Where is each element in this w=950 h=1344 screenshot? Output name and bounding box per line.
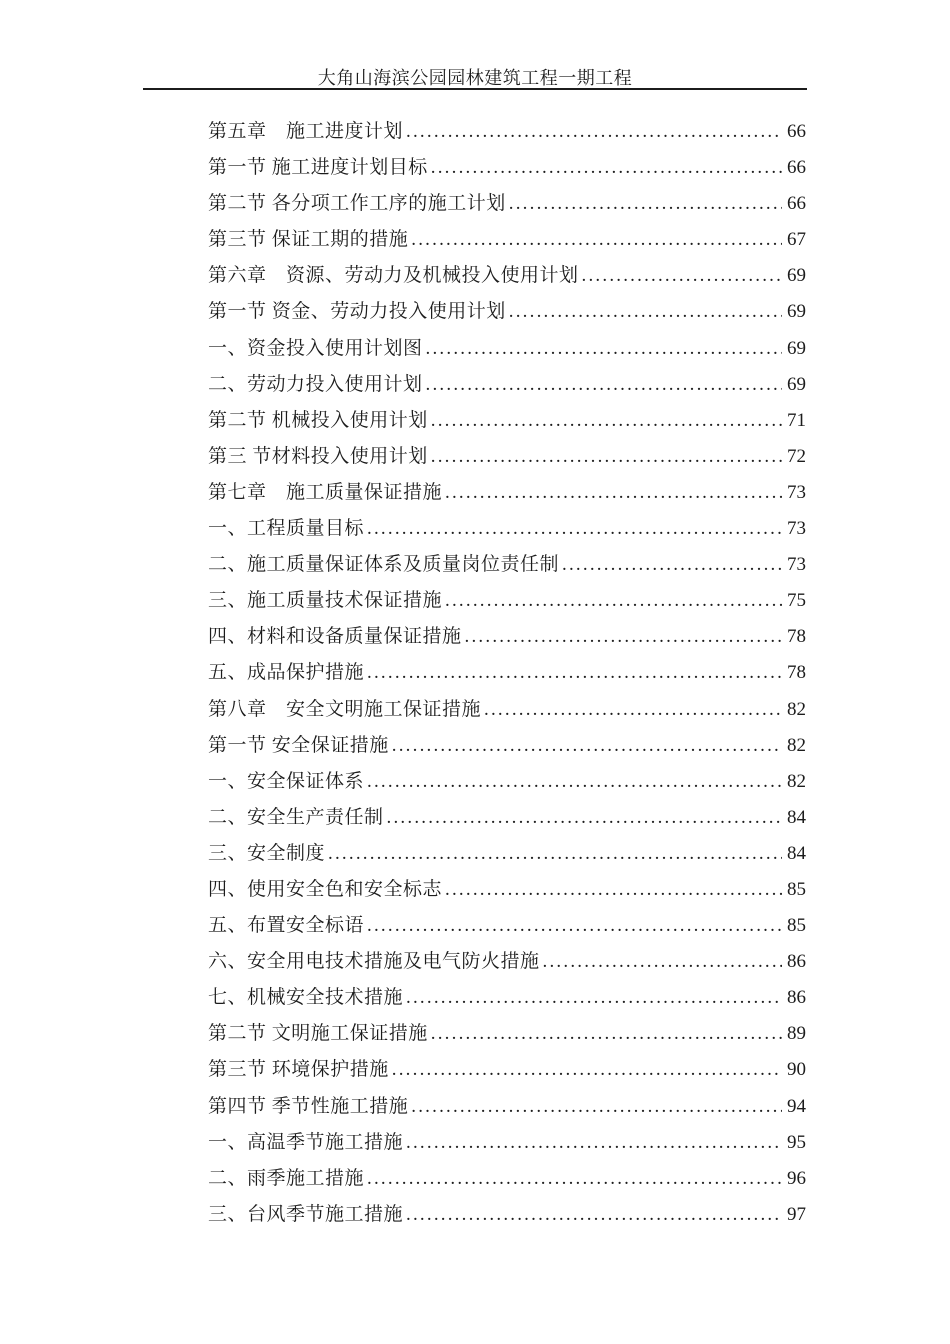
toc-entry-page: 69 [787, 373, 806, 395]
toc-entry-label: 一、资金投入使用计划图 [208, 337, 423, 359]
toc-leader-dots [465, 619, 782, 655]
toc-entry-page: 89 [787, 1023, 806, 1045]
toc-entry-label: 一、安全保证体系 [208, 770, 365, 792]
toc-leader-dots [426, 367, 782, 403]
toc-entry[interactable] [208, 836, 806, 872]
toc-entry-page: 69 [787, 337, 806, 359]
toc-entry-page: 66 [787, 193, 806, 215]
toc-entry-page: 97 [787, 1203, 806, 1225]
toc-entry[interactable] [208, 367, 806, 403]
toc-entry-page: 69 [787, 301, 806, 323]
toc-entry[interactable] [208, 583, 806, 619]
toc-leader-dots [406, 1197, 782, 1233]
toc-entry[interactable] [208, 222, 806, 258]
toc-leader-dots [431, 1016, 782, 1052]
toc-entry-label: 七、机械安全技术措施 [208, 987, 404, 1009]
toc-leader-dots [406, 114, 782, 150]
toc-leader-dots [367, 1161, 782, 1197]
toc-entry[interactable] [208, 872, 806, 908]
toc-entry-page: 67 [787, 229, 806, 251]
toc-entry-label: 第二节 各分项工作工序的施工计划 [208, 193, 506, 215]
toc-leader-dots [328, 836, 782, 872]
toc-entry-label: 五、布置安全标语 [208, 915, 365, 937]
toc-leader-dots [445, 872, 782, 908]
toc-entry-page: 66 [787, 157, 806, 179]
toc-entry[interactable] [208, 547, 806, 583]
toc-entry[interactable] [208, 1125, 806, 1161]
toc-entry-page: 86 [787, 951, 806, 973]
toc-entry-page: 73 [787, 554, 806, 576]
toc-entry[interactable] [208, 294, 806, 330]
toc-entry-label: 第三 节材料投入使用计划 [208, 445, 428, 467]
toc-entry-page: 78 [787, 626, 806, 648]
toc-entry-label: 二、施工质量保证体系及质量岗位责任制 [208, 554, 560, 576]
toc-entry-label: 三、台风季节施工措施 [208, 1203, 404, 1225]
toc-entry-page: 84 [787, 842, 806, 864]
toc-leader-dots [367, 908, 782, 944]
toc-entry-label: 第二节 机械投入使用计划 [208, 409, 428, 431]
toc-leader-dots [367, 511, 782, 547]
toc-entry[interactable] [208, 1197, 806, 1233]
toc-entry[interactable] [208, 655, 806, 691]
toc-leader-dots [426, 331, 782, 367]
toc-entry-label: 二、安全生产责任制 [208, 806, 384, 828]
toc-leader-dots [562, 547, 782, 583]
toc-entry[interactable] [208, 1089, 806, 1125]
toc-entry[interactable] [208, 114, 806, 150]
toc-entry-label: 四、使用安全色和安全标志 [208, 878, 443, 900]
toc-leader-dots [392, 728, 782, 764]
toc-entry-label: 第七章 施工质量保证措施 [208, 481, 443, 503]
toc-entry-label: 一、高温季节施工措施 [208, 1131, 404, 1153]
toc-entry-label: 第二节 文明施工保证措施 [208, 1023, 428, 1045]
toc-entry[interactable] [208, 692, 806, 728]
toc-leader-dots [387, 800, 782, 836]
toc-entry-page: 86 [787, 987, 806, 1009]
toc-leader-dots [543, 944, 782, 980]
toc-leader-dots [509, 294, 782, 330]
toc-entry-page: 73 [787, 481, 806, 503]
toc-entry-page: 94 [787, 1095, 806, 1117]
toc-leader-dots [431, 403, 782, 439]
toc-leader-dots [367, 655, 782, 691]
toc-entry-page: 85 [787, 915, 806, 937]
toc-leader-dots [445, 583, 782, 619]
toc-entry[interactable] [208, 331, 806, 367]
toc-entry-page: 82 [787, 734, 806, 756]
toc-entry[interactable] [208, 511, 806, 547]
toc-entry[interactable] [208, 150, 806, 186]
toc-entry-label: 四、材料和设备质量保证措施 [208, 626, 462, 648]
toc-entry[interactable] [208, 1161, 806, 1197]
toc-entry[interactable] [208, 980, 806, 1016]
toc-leader-dots [431, 439, 782, 475]
toc-entry[interactable] [208, 475, 806, 511]
toc-entry[interactable] [208, 1016, 806, 1052]
toc-entry[interactable] [208, 764, 806, 800]
toc-entry-page: 90 [787, 1059, 806, 1081]
toc-entry-page: 69 [787, 265, 806, 287]
toc-entry-label: 六、安全用电技术措施及电气防火措施 [208, 951, 540, 973]
toc-entry-label: 第八章 安全文明施工保证措施 [208, 698, 482, 720]
toc-entry-label: 二、劳动力投入使用计划 [208, 373, 423, 395]
toc-leader-dots [406, 980, 782, 1016]
toc-entry[interactable] [208, 186, 806, 222]
toc-entry-label: 第一节 资金、劳动力投入使用计划 [208, 301, 506, 323]
header-rule [143, 88, 807, 90]
toc-leader-dots [411, 1089, 782, 1125]
toc-leader-dots [406, 1125, 782, 1161]
toc-entry-label: 三、施工质量技术保证措施 [208, 590, 443, 612]
toc-leader-dots [431, 150, 782, 186]
toc-entry[interactable] [208, 800, 806, 836]
toc-entry[interactable] [208, 908, 806, 944]
toc-leader-dots [484, 692, 782, 728]
page-header-title: 大角山海滨公园园林建筑工程一期工程 [317, 68, 633, 88]
toc-leader-dots [582, 258, 782, 294]
toc-leader-dots [392, 1052, 782, 1088]
toc-entry[interactable] [208, 728, 806, 764]
toc-entry-label: 一、工程质量目标 [208, 518, 365, 540]
toc-entry-label: 第三节 环境保护措施 [208, 1059, 389, 1081]
toc-leader-dots [411, 222, 782, 258]
toc-entry-label: 第四节 季节性施工措施 [208, 1095, 409, 1117]
toc-entry-label: 第五章 施工进度计划 [208, 121, 404, 142]
toc-leader-dots [445, 475, 782, 511]
toc-entry-page: 96 [787, 1167, 806, 1189]
toc-list [208, 114, 806, 1233]
toc-entry-page: 82 [787, 698, 806, 720]
toc-entry-label: 第一节 安全保证措施 [208, 734, 389, 756]
toc-entry[interactable] [208, 439, 806, 475]
toc-entry[interactable] [208, 403, 806, 439]
toc-entry-label: 第三节 保证工期的措施 [208, 229, 409, 251]
toc-leader-dots [509, 186, 782, 222]
toc-entry[interactable] [208, 619, 806, 655]
toc-entry-page: 78 [787, 662, 806, 684]
toc-entry[interactable] [208, 1052, 806, 1088]
toc-entry-label: 三、安全制度 [208, 842, 326, 864]
toc-entry-page: 72 [787, 445, 806, 467]
toc-entry[interactable] [208, 258, 806, 294]
toc-entry-page: 71 [787, 409, 806, 431]
toc-entry-page: 66 [787, 121, 806, 142]
toc-entry-label: 第一节 施工进度计划目标 [208, 157, 428, 179]
toc-entry-page: 85 [787, 878, 806, 900]
toc-entry-label: 二、雨季施工措施 [208, 1167, 365, 1189]
toc-entry-page: 84 [787, 806, 806, 828]
toc-entry[interactable] [208, 944, 806, 980]
toc-leader-dots [367, 764, 782, 800]
toc-entry-page: 73 [787, 518, 806, 540]
toc-entry-label: 第六章 资源、劳动力及机械投入使用计划 [208, 265, 579, 287]
toc-entry-page: 75 [787, 590, 806, 612]
toc-entry-label: 五、成品保护措施 [208, 662, 365, 684]
toc-entry-page: 95 [787, 1131, 806, 1153]
toc-entry-page: 82 [787, 770, 806, 792]
